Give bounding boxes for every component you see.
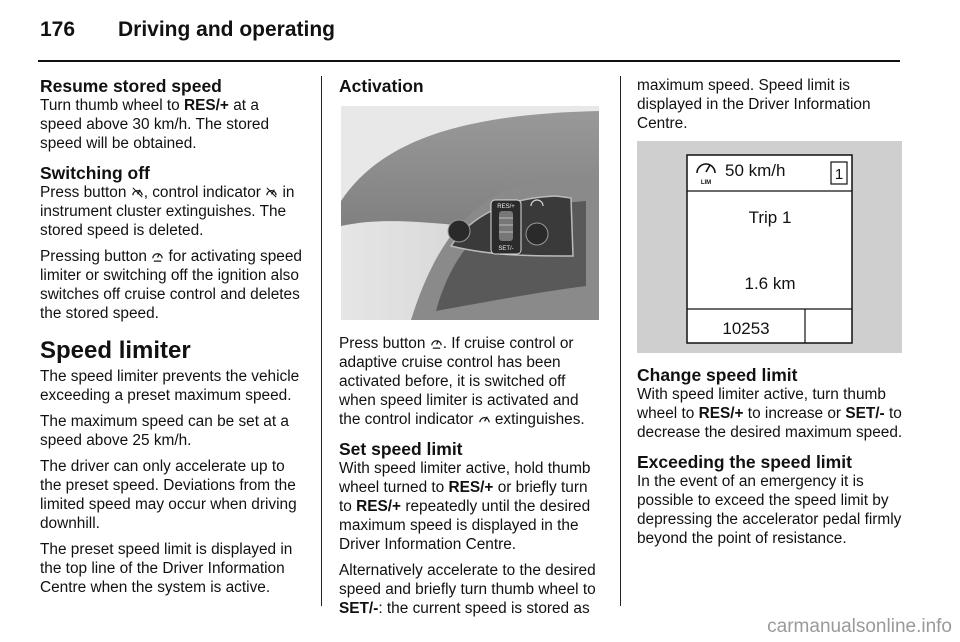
- wheel-res-label: RES/+: [497, 204, 515, 210]
- change-speed-limit-heading: Change speed limit: [637, 365, 798, 385]
- switching-off-paragraph-2: Pressing button for activating speed limiter or switching off the ignition also switches off cruise control and deletes the stored speed.: [40, 248, 302, 322]
- switching-off-paragraph-1: Press button , control indicator in instrument cluster extinguishes. The stored speed is deleted.: [40, 184, 295, 239]
- steering-wheel-illustration: [341, 106, 599, 320]
- page-title: Driving and operating: [118, 18, 336, 41]
- speed-limiter-paragraph-1: The speed limiter prevents the vehicle exceeding a preset maximum speed.: [40, 368, 300, 404]
- speed-limiter-icon: [430, 337, 443, 350]
- set-speed-limit-paragraph-2: Alternatively accelerate to the desired speed and briefly turn thumb wheel to SET/-: the current speed is stored as: [339, 562, 596, 617]
- activation-heading: Activation: [339, 76, 424, 96]
- page-header: [40, 18, 335, 42]
- display-trip-distance: 1.6 km: [744, 274, 796, 293]
- column-2: [339, 76, 602, 625]
- activation-paragraph: Press button . If cruise control or adaptive cruise control has been activated before, it is switched off when speed limiter is activated and the control indicator extinguishes.: [339, 335, 585, 428]
- continued-paragraph: maximum speed. Speed limit is displayed in the Driver Information Centre.: [637, 77, 871, 132]
- speed-limiter-paragraph-2: The maximum speed can be set at a speed above 25 km/h.: [40, 413, 289, 449]
- column-divider-2: [620, 76, 621, 606]
- column-divider-1: [321, 76, 322, 606]
- header-rule: [38, 60, 900, 62]
- display-page-badge: 1: [834, 166, 844, 183]
- watermark: carmanualsonline.info: [767, 616, 952, 637]
- column-1: [40, 76, 305, 604]
- cruise-off-icon: [265, 186, 278, 199]
- set-speed-limit-paragraph-1: With speed limiter active, hold thumb wheel turned to RES/+ or briefly turn to RES/+ repeatedly until the desired maximum speed is displayed in the Driver Information Centre.: [339, 460, 591, 553]
- exceeding-speed-limit-paragraph: In the event of an emergency it is possible to exceed the speed limit by depressing the accelerator pedal firmly beyond the point of resistance.: [637, 473, 902, 547]
- switching-off-heading: Switching off: [40, 163, 150, 183]
- speed-limiter-paragraph-4: The preset speed limit is displayed in the top line of the Driver Information Centre when the system is active.: [40, 541, 293, 596]
- speed-limiter-heading: Speed limiter: [40, 337, 191, 364]
- driver-information-centre-display: [637, 141, 902, 353]
- display-lim-label: LIM: [700, 180, 712, 186]
- resume-heading: Resume stored speed: [40, 76, 222, 96]
- page-number: 176: [40, 18, 76, 41]
- set-speed-limit-heading: Set speed limit: [339, 439, 463, 459]
- exceeding-speed-limit-heading: Exceeding the speed limit: [637, 452, 852, 472]
- cruise-off-icon: [131, 186, 144, 199]
- display-odometer: 10253: [722, 319, 770, 338]
- wheel-set-label: SET/-: [498, 246, 514, 252]
- column-3: [637, 76, 903, 555]
- speed-limiter-icon: [151, 250, 164, 263]
- display-trip-label: Trip 1: [748, 208, 792, 227]
- change-speed-limit-paragraph: With speed limiter active, turn thumb wheel to RES/+ to increase or SET/- to decrease the desired maximum speed.: [637, 386, 903, 441]
- display-speed: 50 km/h: [725, 161, 786, 180]
- cruise-control-icon: [478, 413, 491, 426]
- speed-limiter-paragraph-3: The driver can only accelerate up to the preset speed. Deviations from the limited speed may occur when driving downhill.: [40, 458, 297, 532]
- resume-paragraph: Turn thumb wheel to RES/+ at a speed above 30 km/h. The stored speed will be obtained.: [40, 97, 270, 152]
